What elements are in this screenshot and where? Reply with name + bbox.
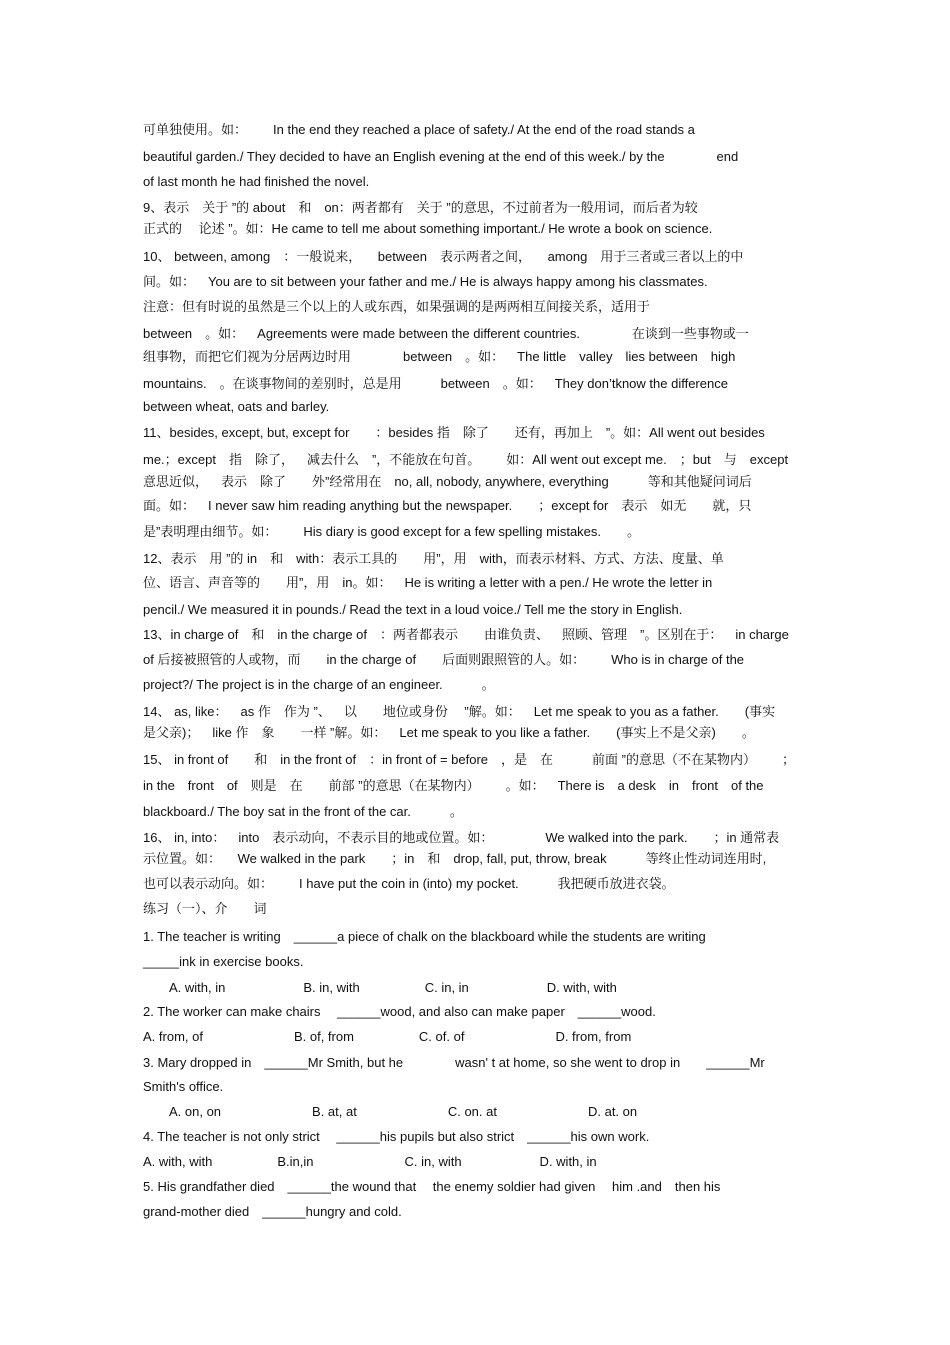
text-line: mountains. 。在谈事物间的差别时，总是用 between 。如： They don’tknow the difference (143, 376, 728, 391)
text-line: 正式的 论述 ”。如：He came to tell me about something important./ He wrote a book on science. (143, 221, 713, 236)
text-line: 10、 between, among ：一般说来， between 表示两者之间， among 用于三者或三者以上的中 (143, 249, 744, 264)
text-line: 15、 in front of 和 in the front of ：in front of = before ，是 在 前面 ”的意思（不在某物内） ； (143, 752, 795, 767)
text-line: 位、语言、声音等的 用”，用 in。如： He is writing a letter with a pen./ He wrote the letter in (143, 575, 713, 590)
section-heading: 练习（一）、介 词 (143, 901, 267, 916)
text-line: 示位置。如： We walked in the park ；in 和 drop, fall, put, throw, break 等终止性动词连用时, (143, 851, 767, 866)
text-line: of last month he had finished the novel. (143, 174, 370, 189)
text-line: 注意：但有时说的虽然是三个以上的人或东西，如果强调的是两两相互间接关系，适用于 (143, 299, 651, 314)
text-line: 11、besides, except, but, except for ：besides 指 除了 还有，再加上 ”。如：All went out besides (143, 425, 765, 440)
text-line: 也可以表示动向。如： I have put the coin in (into) my pocket. 我把硬币放进衣袋。 (143, 876, 675, 891)
text-line: 12、表示 用 ”的 in 和 with：表示工具的 用”，用 with，而表示材料、方式、方法、度量、单 (143, 551, 724, 566)
text-line: blackboard./ The boy sat in the front of the car. 。 (143, 804, 463, 819)
question-line: 5. His grandfather died ______the wound that the enemy soldier had given him .and then his (143, 1179, 721, 1194)
text-line: 是”表明理由细节。如： His diary is good except for a few spelling mistakes. 。 (143, 524, 641, 539)
answer-options: A. on, on B. at, at C. on. at D. at. on (143, 1104, 638, 1119)
question-line: 3. Mary dropped in ______Mr Smith, but he wasn' t at home, so she went to drop in ______Mr (143, 1055, 765, 1070)
question-line: _____ink in exercise books. (143, 954, 304, 969)
text-line: 14、 as, like： as 作 作为 ”、 以 地位或身份 ”解。如： Let me speak to you as a father. (事实 (143, 704, 776, 719)
question-line: Smith's office. (143, 1079, 224, 1094)
text-line: 是父亲)； like 作 象 一样 ”解。如： Let me speak to you like a father. (事实上不是父亲) 。 (143, 725, 755, 740)
text-line: 可单独使用。如： In the end they reached a place of safety./ At the end of the road stands a (143, 122, 695, 137)
question-line: 1. The teacher is writing ______a piece of chalk on the blackboard while the students are writing (143, 929, 706, 944)
text-line: 组事物，而把它们视为分居两边时用 between 。如： The little valley lies between high (143, 349, 736, 364)
question-line: grand-mother died ______hungry and cold. (143, 1204, 402, 1219)
text-line: between 。如： Agreements were made between the different countries. 在谈到一些事物或一 (143, 326, 749, 341)
question-line: 2. The worker can make chairs ______wood, and also can make paper ______wood. (143, 1004, 656, 1019)
text-line: me.；except 指 除了， 减去什么 ”，不能放在句首。 如：All went out except me. ；but 与 except (143, 452, 789, 467)
text-line: 16、 in, into： into 表示动向，不表示目的地或位置。如： We walked into the park. ；in 通常表 (143, 830, 780, 845)
text-line: 9、表示 关于 ”的 about 和 on：两者都有 关于 ”的意思，不过前者为一般用词，而后者为较 (143, 200, 698, 215)
text-line: pencil./ We measured it in pounds./ Read the text in a loud voice./ Tell me the story in English. (143, 602, 683, 617)
text-line: in the front of 则是 在 前部 ”的意思（在某物内） 。如： There is a desk in front of the (143, 778, 764, 793)
text-line: of 后接被照管的人或物，而 in the charge of 后面则跟照管的人。如： Who is in charge of the (143, 652, 745, 667)
answer-options: A. with, in B. in, with C. in, in D. with, with (143, 980, 617, 995)
answer-options: A. from, of B. of, from C. of. of D. from, from (143, 1029, 632, 1044)
text-line: 间。如： You are to sit between your father and me./ He is always happy among his classmates. (143, 274, 708, 289)
question-line: 4. The teacher is not only strict ______his pupils but also strict ______his own work. (143, 1129, 650, 1144)
text-line: 意思近似， 表示 除了 外”经常用在 no, all, nobody, anywhere, everything 等和其他疑问词后 (143, 474, 752, 489)
answer-options: A. with, with B.in,in C. in, with D. with, in (143, 1154, 597, 1169)
text-line: beautiful garden./ They decided to have an English evening at the end of this week./ by the end (143, 149, 739, 164)
text-line: 13、in charge of 和 in the charge of ：两者都表示 由谁负责、 照顾、管理 ”。区别在于： in charge (143, 627, 789, 642)
text-line: between wheat, oats and barley. (143, 399, 330, 414)
text-line: project?/ The project is in the charge of an engineer. 。 (143, 677, 495, 692)
text-line: 面。如： I never saw him reading anything but the newspaper. ；except for 表示 如无 就，只 (143, 498, 752, 513)
